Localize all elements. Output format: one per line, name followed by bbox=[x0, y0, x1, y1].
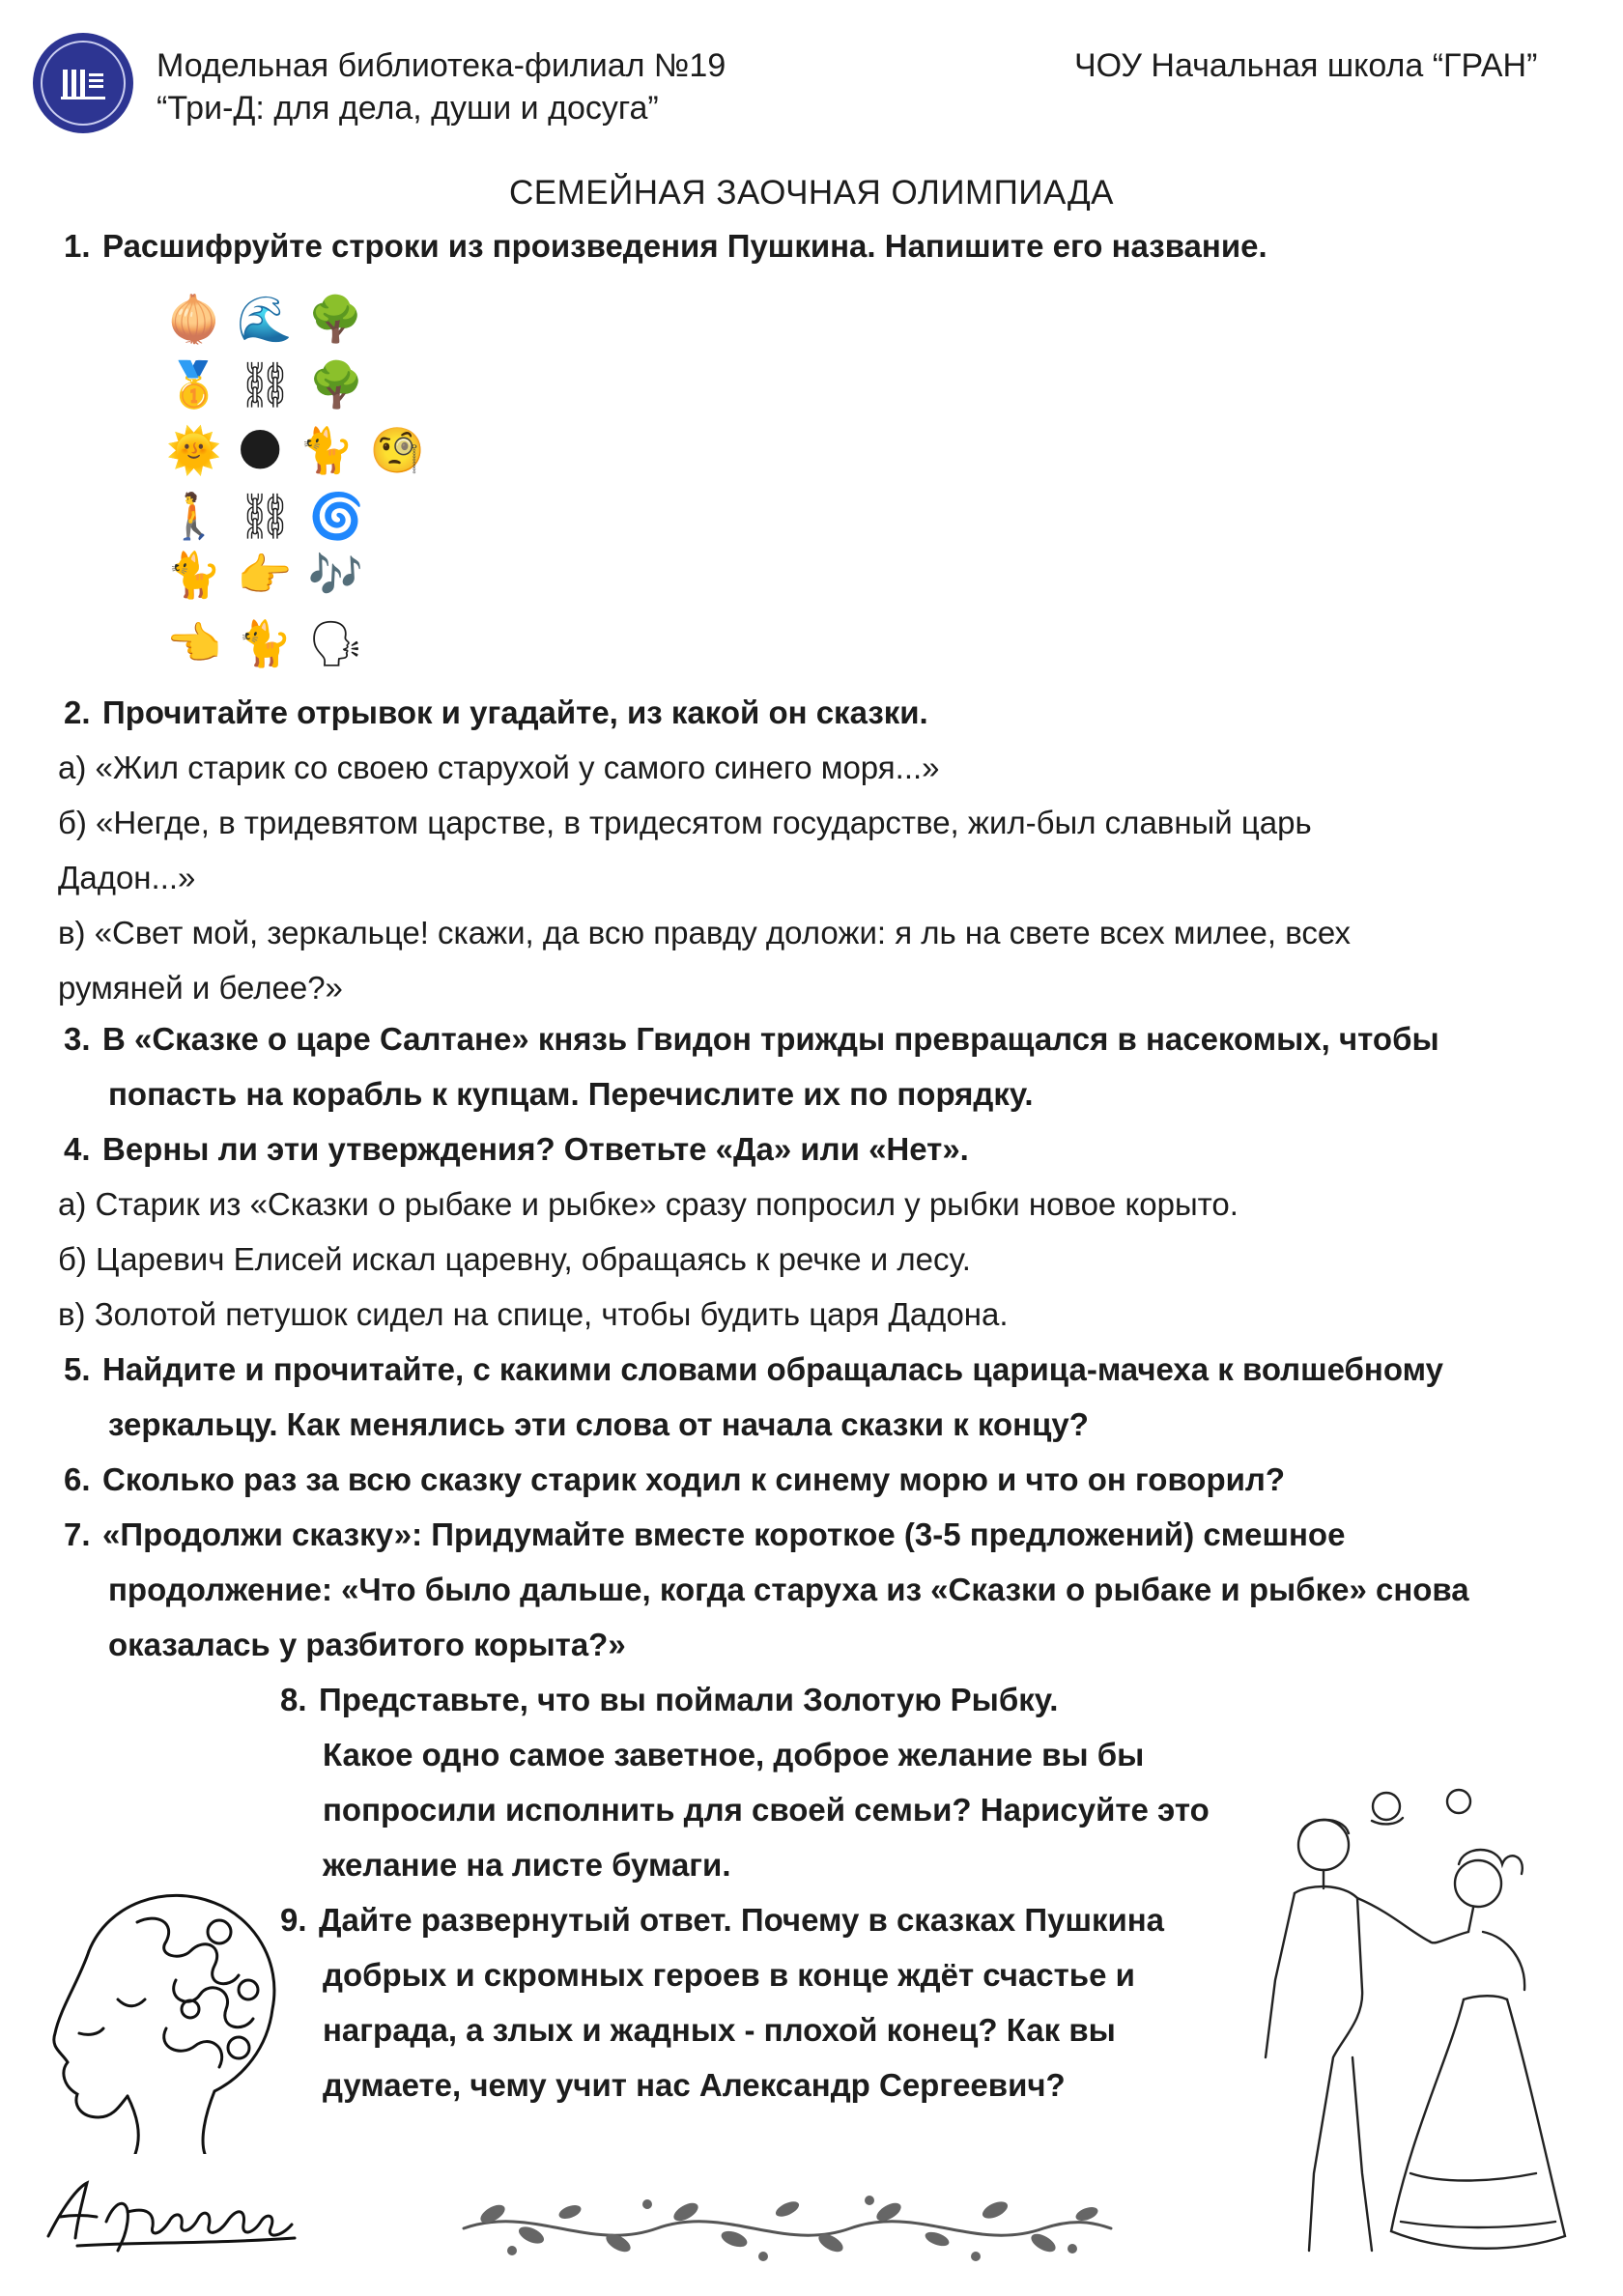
emoji-row-2: 🥇⛓🌳 bbox=[166, 358, 380, 411]
question-number: 7. bbox=[64, 1516, 91, 1552]
page-title: СЕМЕЙНАЯ ЗАОЧНАЯ ОЛИМПИАДА bbox=[509, 174, 1114, 212]
question-5 bbox=[64, 1342, 1443, 1397]
logo-ring bbox=[41, 41, 126, 126]
question-text-line1: Представьте, что вы поймали Золотую Рыбку. bbox=[319, 1682, 1059, 1717]
question-text-line1: «Продолжи сказку»: Придумайте вместе короткое (3-5 предложений) смешное bbox=[102, 1516, 1346, 1552]
question-text: Сколько раз за всю сказку старик ходил к синему морю и что он говорил? bbox=[102, 1461, 1286, 1497]
library-logo bbox=[33, 33, 133, 133]
question-number: 6. bbox=[64, 1461, 91, 1497]
q4-statement-c: в) Золотой петушок сидел на спице, чтобы будить царя Дадона. bbox=[58, 1296, 1009, 1332]
question-8 bbox=[280, 1672, 1058, 1727]
question-number: 3. bbox=[64, 1021, 91, 1057]
question-3 bbox=[64, 1011, 1439, 1066]
question-8-line3: попросили исполнить для своей семьи? Нарисуйте это bbox=[323, 1792, 1210, 1828]
question-text: Прочитайте отрывок и угадайте, из какой он сказки. bbox=[102, 694, 928, 730]
q2-option-a: а) «Жил старик со своею старухой у самого синего моря...» bbox=[58, 750, 940, 785]
header-school-name: ЧОУ Начальная школа “ГРАН” bbox=[1074, 47, 1538, 84]
question-text: Верны ли эти утверждения? Ответьте «Да» или «Нет». bbox=[102, 1131, 969, 1167]
emoji-row-1: 🧅🌊🌳 bbox=[166, 293, 379, 345]
question-text-line1: В «Сказке о царе Салтане» князь Гвидон трижды превращался в насекомых, чтобы bbox=[102, 1021, 1439, 1057]
question-9-line3: награда, а злых и жадных - плохой конец? Как вы bbox=[323, 2012, 1116, 2048]
question-number: 5. bbox=[64, 1351, 91, 1387]
question-number: 4. bbox=[64, 1131, 91, 1167]
floral-ornament bbox=[454, 2175, 1121, 2272]
question-4 bbox=[64, 1121, 969, 1176]
question-9-line4: думаете, чему учит нас Александр Сергеевич? bbox=[323, 2067, 1066, 2103]
question-text: Расшифруйте строки из произведения Пушкина. Напишите его название. bbox=[102, 228, 1267, 264]
question-text-line1: Найдите и прочитайте, с какими словами обращалась царица-мачеха к волшебному bbox=[102, 1351, 1443, 1387]
question-6 bbox=[64, 1452, 1285, 1507]
question-8-line2: Какое одно самое заветное, доброе желание вы бы bbox=[323, 1737, 1145, 1772]
question-9 bbox=[280, 1892, 1164, 1947]
q4-statement-a: а) Старик из «Сказки о рыбаке и рыбке» сразу попросил у рыбки новое корыто. bbox=[58, 1186, 1239, 1222]
header-library-name: Модельная библиотека-филиал №19 bbox=[157, 47, 726, 84]
question-9-line2: добрых и скромных героев в конце ждёт счастье и bbox=[323, 1957, 1135, 1993]
question-7-line2: продолжение: «Что было дальше, когда старуха из «Сказки о рыбаке и рыбке» снова bbox=[108, 1572, 1469, 1607]
question-1 bbox=[64, 218, 1267, 273]
question-number: 9. bbox=[280, 1902, 307, 1938]
dancing-couple-sketch bbox=[1217, 1768, 1604, 2280]
q2-option-b-line1: б) «Негде, в тридевятом царстве, в тридесятом государстве, жил-был славный царь bbox=[58, 805, 1312, 840]
question-2 bbox=[64, 685, 928, 740]
question-number: 2. bbox=[64, 694, 91, 730]
question-8-line4: желание на листе бумаги. bbox=[323, 1847, 731, 1883]
emoji-row-5: 🐈👉🎶 bbox=[166, 549, 379, 601]
emoji-row-6: 👈🐈🗣 bbox=[166, 617, 380, 669]
pushkin-signature bbox=[39, 2168, 309, 2255]
question-text-line1: Дайте развернутый ответ. Почему в сказках Пушкина bbox=[319, 1902, 1165, 1938]
emoji-row-3: 🌞🌑🐈🧐 bbox=[166, 424, 441, 476]
question-7-line3: оказалась у разбитого корыта?» bbox=[108, 1627, 626, 1662]
question-number: 8. bbox=[280, 1682, 307, 1717]
question-3-line2: попасть на корабль к купцам. Перечислите их по порядку. bbox=[108, 1076, 1034, 1112]
emoji-row-4: 🚶⛓🌀 bbox=[166, 490, 380, 542]
pushkin-portrait-sketch bbox=[21, 1864, 301, 2154]
header-library-motto: “Три-Д: для дела, души и досуга” bbox=[157, 90, 659, 127]
question-number: 1. bbox=[64, 228, 91, 264]
q2-option-c-line2: румяней и белее?» bbox=[58, 970, 343, 1006]
q2-option-c-line1: в) «Свет мой, зеркальце! скажи, да всю правду доложи: я ль на свете всех милее, всех bbox=[58, 915, 1351, 950]
question-5-line2: зеркальцу. Как менялись эти слова от начала сказки к концу? bbox=[108, 1406, 1089, 1442]
q2-option-b-line2: Дадон...» bbox=[58, 860, 196, 895]
question-7 bbox=[64, 1507, 1345, 1562]
columns-icon bbox=[59, 64, 107, 102]
q4-statement-b: б) Царевич Елисей искал царевну, обращаясь к речке и лесу. bbox=[58, 1241, 971, 1277]
